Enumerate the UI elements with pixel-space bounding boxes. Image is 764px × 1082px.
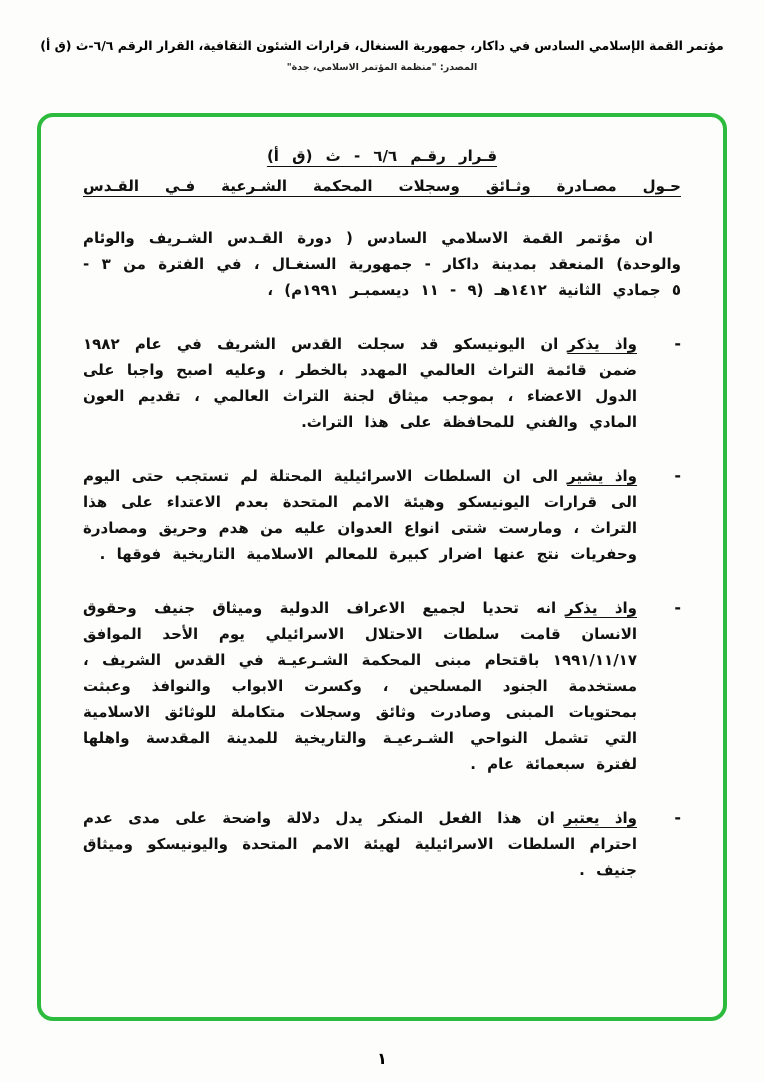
header-source: المصدر: "منظمة المؤتمر الاسلامي، جدة" xyxy=(286,62,478,73)
bullet-lead-phrase: واذ يذكر xyxy=(567,335,637,353)
bullet-item-2 xyxy=(83,463,681,567)
bullet-lead-phrase: واذ يذكر xyxy=(565,599,637,617)
bullet-lead-phrase: واذ يشير xyxy=(567,467,637,485)
page-number: ١ xyxy=(377,1049,387,1068)
bullet-dash: - xyxy=(674,334,681,353)
bullet-body-text: الى ان السلطات الاسرائيلية المحتلة لم تستجب حتى اليوم الى قرارات اليونيسكو وهيئة الامم المتحدة بعدم الاعتداء على هذا التراث ، ومارست شتى انواع العدوان عليه من هدم وحريق ومصادرة وحفريات نتج عنها اضرار كبيرة للمعالم الاسلامية التاريخية فوقها . xyxy=(83,467,637,563)
bullet-paragraph xyxy=(83,805,637,883)
bullet-body-text: انه تحديا لجميع الاعراف الدولية وميثاق جنيف وحقوق الانسان قامت سلطات الاحتلال الاسرائيلي يوم الأحد الموافق ١٩٩١/١١/١٧ باقتحام مبنى المحكمة الشـرعيـة في القدس الشريف ، مستخدمة الجنود المسلحين ، وكسرت الابواب والنوافذ وعبثت بمحتويات المبنى وصادرت وثائق وسجلات متكاملة للوثائق الاسلامية التي تشمل النواحي الشـرعيـة والتاريخية للمدينة المقدسة واهلها لفترة سبعمائة عام . xyxy=(83,599,637,773)
bullet-dash: - xyxy=(674,466,681,485)
bullet-body-text: ان اليونيسكو قد سجلت القدس الشريف في عام ١٩٨٢ ضمن قائمة التراث العالمي المهدد بالخطر ، وعليه اصبح واجبا على الدول الاعضاء ، بموجب ميثاق لجنة التراث العالمي ، تقديم العون المادي والفني للمحافظة على هذا التراث. xyxy=(83,335,637,431)
bullet-item-4 xyxy=(83,805,681,883)
bullet-dash: - xyxy=(674,808,681,827)
resolution-subtitle: حـول مصـادرة وثـائق وسجلات المحكمة الشـرعية فـي القـدس xyxy=(83,177,681,195)
bullet-item-3 xyxy=(83,595,681,777)
resolution-title: قـرار رقـم ٦/٦ - ث (ق أ) xyxy=(266,147,498,165)
bullet-dash: - xyxy=(674,598,681,617)
header-citation: مؤتمر القمة الإسلامي السادس في داكار، جمهورية السنغال، قرارات الشئون الثقافية، القرار الرقم ٦/٦-ث (ق أ) xyxy=(40,38,724,53)
bullet-paragraph xyxy=(83,463,637,567)
intro-paragraph: ان مؤتمر القمة الاسلامي السادس ( دورة القـدس الشـريف والوئام والوحدة) المنعقد بمدينة داكار - جمهورية السنغـال ، في الفترة من ٣ - ٥ جمادي الثانية ١٤١٢هـ (٩ - ١١ ديسمبـر ١٩٩١م) ، xyxy=(83,229,681,299)
bullet-body-text: ان هذا الفعل المنكر يدل دلالة واضحة على مدى عدم احترام السلطات الاسرائيلية لهيئة الامم المتحدة واليونيسكو وميثاق جنيف . xyxy=(83,809,637,879)
bullet-lead-phrase: واذ يعتبر xyxy=(563,809,638,827)
bullet-paragraph xyxy=(83,331,637,435)
bullet-item-1 xyxy=(83,331,681,435)
bullet-paragraph xyxy=(83,595,637,777)
document-header xyxy=(0,0,764,73)
green-border-frame xyxy=(37,113,727,1021)
